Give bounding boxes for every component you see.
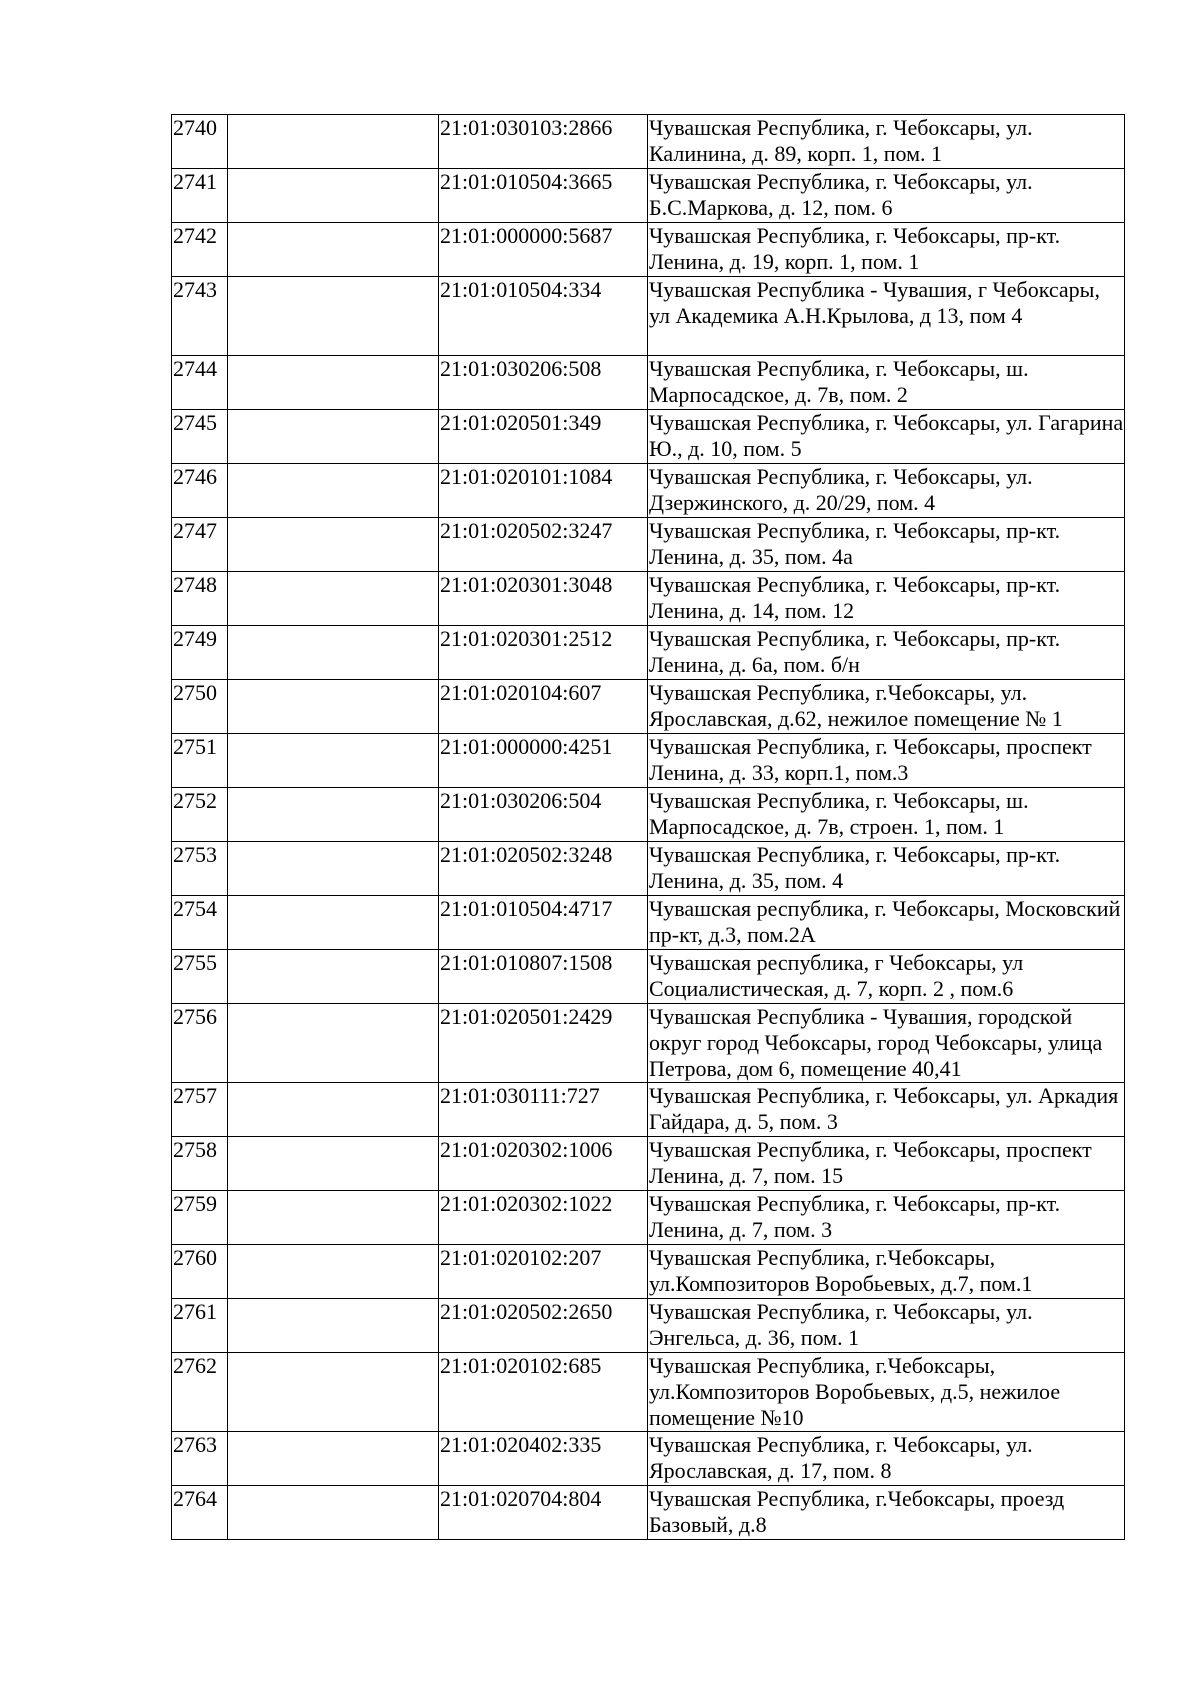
table-row [172, 842, 1125, 896]
address: Чувашская Республика, г. Чебоксары, проспект Ленина, д. 33, корп.1, пом.3 [648, 734, 1125, 788]
object-name [228, 115, 439, 169]
cadastral-number: 21:01:020501:349 [439, 410, 648, 464]
object-name [228, 223, 439, 277]
object-name [228, 1004, 439, 1083]
cadastral-number: 21:01:020502:3248 [439, 842, 648, 896]
object-name [228, 169, 439, 223]
cadastral-number: 21:01:020704:804 [439, 1486, 648, 1540]
row-number: 2750 [172, 680, 228, 734]
cadastral-number: 21:01:030206:508 [439, 356, 648, 410]
cadastral-number: 21:01:020301:3048 [439, 572, 648, 626]
row-number: 2747 [172, 518, 228, 572]
table-row [172, 115, 1125, 169]
cadastral-number: 21:01:030206:504 [439, 788, 648, 842]
address: Чувашская Республика - Чувашия, г Чебоксары, ул Академика А.Н.Крылова, д 13, пом 4 [648, 277, 1125, 356]
address: Чувашская Республика, г. Чебоксары, пр-кт. Ленина, д. 7, пом. 3 [648, 1191, 1125, 1245]
object-name [228, 1353, 439, 1432]
table-row [172, 734, 1125, 788]
object-name [228, 680, 439, 734]
address: Чувашская Республика, г. Чебоксары, пр-кт. Ленина, д. 14, пом. 12 [648, 572, 1125, 626]
table-row [172, 223, 1125, 277]
row-number: 2744 [172, 356, 228, 410]
table-row [172, 1083, 1125, 1137]
row-number: 2760 [172, 1245, 228, 1299]
table-row [172, 896, 1125, 950]
cadastral-number: 21:01:020102:207 [439, 1245, 648, 1299]
cadastral-number: 21:01:020102:685 [439, 1353, 648, 1432]
address: Чувашская Республика, г.Чебоксары, ул.Композиторов Воробьевых, д.5, нежилое помещение №10 [648, 1353, 1125, 1432]
address: Чувашская Республика, г.Чебоксары, проезд Базовый, д.8 [648, 1486, 1125, 1540]
table-row [172, 1299, 1125, 1353]
row-number: 2758 [172, 1137, 228, 1191]
object-name [228, 842, 439, 896]
table-row [172, 1432, 1125, 1486]
object-name [228, 1083, 439, 1137]
address: Чувашская Республика, г. Чебоксары, проспект Ленина, д. 7, пом. 15 [648, 1137, 1125, 1191]
row-number: 2745 [172, 410, 228, 464]
cadastral-number: 21:01:020502:2650 [439, 1299, 648, 1353]
cadastral-number: 21:01:020501:2429 [439, 1004, 648, 1083]
cadastral-number: 21:01:020104:607 [439, 680, 648, 734]
row-number: 2751 [172, 734, 228, 788]
row-number: 2748 [172, 572, 228, 626]
table-row [172, 1245, 1125, 1299]
cadastral-number: 21:01:030103:2866 [439, 115, 648, 169]
row-number: 2740 [172, 115, 228, 169]
table-row [172, 356, 1125, 410]
object-name [228, 410, 439, 464]
row-number: 2749 [172, 626, 228, 680]
address: Чувашская Республика, г. Чебоксары, ул. Б.С.Маркова, д. 12, пом. 6 [648, 169, 1125, 223]
object-name [228, 518, 439, 572]
cadastral-number: 21:01:030111:727 [439, 1083, 648, 1137]
table-row [172, 1191, 1125, 1245]
object-name [228, 1432, 439, 1486]
cadastral-number: 21:01:020402:335 [439, 1432, 648, 1486]
property-table [171, 114, 1125, 1540]
cadastral-number: 21:01:020101:1084 [439, 464, 648, 518]
address: Чувашская Республика, г.Чебоксары, ул. Ярославская, д.62, нежилое помещение № 1 [648, 680, 1125, 734]
row-number: 2743 [172, 277, 228, 356]
row-number: 2755 [172, 950, 228, 1004]
cadastral-number: 21:01:010504:334 [439, 277, 648, 356]
address: Чувашская Республика, г. Чебоксары, пр-кт. Ленина, д. 19, корп. 1, пом. 1 [648, 223, 1125, 277]
object-name [228, 1245, 439, 1299]
row-number: 2746 [172, 464, 228, 518]
row-number: 2741 [172, 169, 228, 223]
address: Чувашская республика, г. Чебоксары, Московский пр-кт, д.3, пом.2А [648, 896, 1125, 950]
object-name [228, 356, 439, 410]
address: Чувашская Республика, г. Чебоксары, пр-кт. Ленина, д. 35, пом. 4 [648, 842, 1125, 896]
table-row [172, 1486, 1125, 1540]
object-name [228, 464, 439, 518]
address: Чувашская Республика, г.Чебоксары, ул.Композиторов Воробьевых, д.7, пом.1 [648, 1245, 1125, 1299]
object-name [228, 277, 439, 356]
object-name [228, 1137, 439, 1191]
table-row [172, 950, 1125, 1004]
row-number: 2752 [172, 788, 228, 842]
object-name [228, 572, 439, 626]
row-number: 2762 [172, 1353, 228, 1432]
row-number: 2754 [172, 896, 228, 950]
object-name [228, 1299, 439, 1353]
object-name [228, 896, 439, 950]
address: Чувашская Республика, г. Чебоксары, ш. Марпосадское, д. 7в, пом. 2 [648, 356, 1125, 410]
address: Чувашская Республика - Чувашия, городской округ город Чебоксары, город Чебоксары, улица Петрова, дом 6, помещение 40,41 [648, 1004, 1125, 1083]
row-number: 2759 [172, 1191, 228, 1245]
address: Чувашская Республика, г. Чебоксары, ул. Энгельса, д. 36, пом. 1 [648, 1299, 1125, 1353]
row-number: 2756 [172, 1004, 228, 1083]
address: Чувашская Республика, г. Чебоксары, ул. Дзержинского, д. 20/29, пом. 4 [648, 464, 1125, 518]
row-number: 2764 [172, 1486, 228, 1540]
object-name [228, 788, 439, 842]
address: Чувашская Республика, г. Чебоксары, пр-кт. Ленина, д. 35, пом. 4а [648, 518, 1125, 572]
address: Чувашская Республика, г. Чебоксары, пр-кт. Ленина, д. 6а, пом. б/н [648, 626, 1125, 680]
table-row [172, 410, 1125, 464]
cadastral-number: 21:01:010807:1508 [439, 950, 648, 1004]
address: Чувашская Республика, г. Чебоксары, ул. Калинина, д. 89, корп. 1, пом. 1 [648, 115, 1125, 169]
address: Чувашская Республика, г. Чебоксары, ул. Гагарина Ю., д. 10, пом. 5 [648, 410, 1125, 464]
object-name [228, 734, 439, 788]
cadastral-number: 21:01:010504:4717 [439, 896, 648, 950]
row-number: 2753 [172, 842, 228, 896]
table-row [172, 464, 1125, 518]
table-row [172, 1004, 1125, 1083]
cadastral-number: 21:01:020301:2512 [439, 626, 648, 680]
table-row [172, 626, 1125, 680]
address: Чувашская Республика, г. Чебоксары, ул. Ярославская, д. 17, пом. 8 [648, 1432, 1125, 1486]
cadastral-number: 21:01:020302:1022 [439, 1191, 648, 1245]
row-number: 2761 [172, 1299, 228, 1353]
table-row [172, 1137, 1125, 1191]
address: Чувашская республика, г Чебоксары, ул Социалистическая, д. 7, корп. 2 , пом.6 [648, 950, 1125, 1004]
cadastral-number: 21:01:020302:1006 [439, 1137, 648, 1191]
object-name [228, 1486, 439, 1540]
address: Чувашская Республика, г. Чебоксары, ш. Марпосадское, д. 7в, строен. 1, пом. 1 [648, 788, 1125, 842]
cadastral-number: 21:01:000000:5687 [439, 223, 648, 277]
address: Чувашская Республика, г. Чебоксары, ул. Аркадия Гайдара, д. 5, пом. 3 [648, 1083, 1125, 1137]
table-row [172, 1353, 1125, 1432]
object-name [228, 950, 439, 1004]
row-number: 2763 [172, 1432, 228, 1486]
object-name [228, 1191, 439, 1245]
cadastral-number: 21:01:000000:4251 [439, 734, 648, 788]
cadastral-number: 21:01:020502:3247 [439, 518, 648, 572]
table-row [172, 788, 1125, 842]
table-row [172, 277, 1125, 356]
table-row [172, 572, 1125, 626]
table-row [172, 518, 1125, 572]
row-number: 2742 [172, 223, 228, 277]
table-row [172, 680, 1125, 734]
row-number: 2757 [172, 1083, 228, 1137]
table-row [172, 169, 1125, 223]
cadastral-number: 21:01:010504:3665 [439, 169, 648, 223]
object-name [228, 626, 439, 680]
